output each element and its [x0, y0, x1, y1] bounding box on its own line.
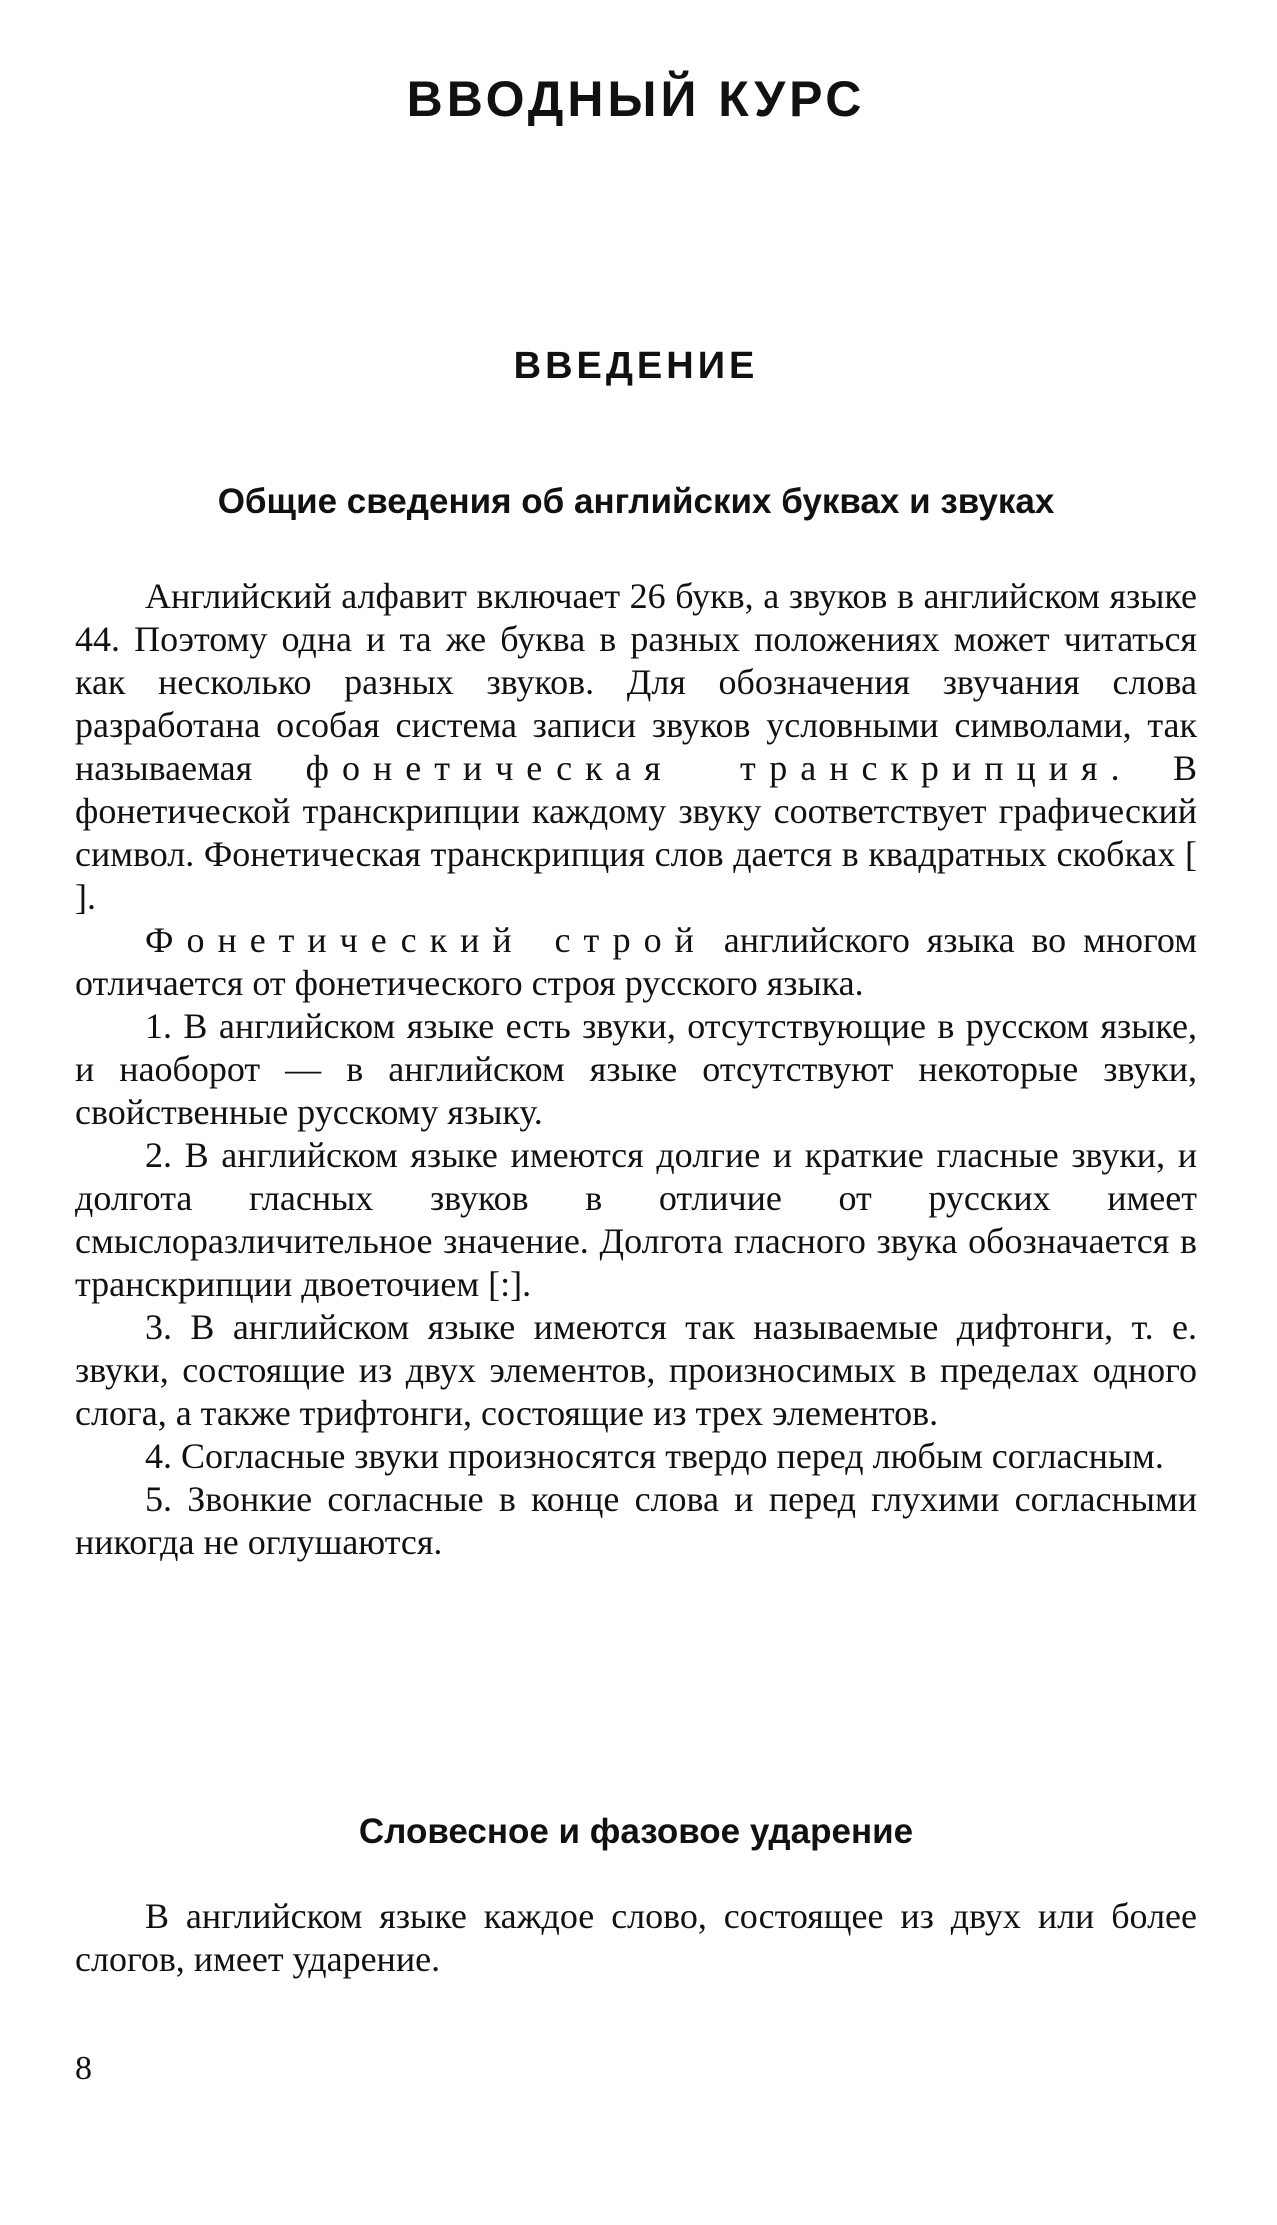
subsection-heading-letters-sounds: Общие сведения об английских буквах и звуках [217, 482, 1055, 521]
paragraph-alphabet [75, 575, 1197, 919]
paragraph-stress: В английском языке каждое слово, состоящее из двух или более слогов, имеет ударение. [75, 1896, 1197, 1979]
list-item: 2. В английском языке имеются долгие и краткие гласные звуки, и долгота гласных звуков в отличие от русских имеет смыслоразличительное значение. Долгота гласного звука обозначается в транскрипции двоеточием [:]. [75, 1135, 1197, 1304]
course-title: ВВОДНЫЙ КУРС [406, 71, 866, 127]
subsection-body-stress [75, 1895, 1197, 1981]
list-item: 4. Согласные звуки произносятся твердо перед любым согласным. [145, 1436, 1164, 1476]
paragraph-text: английского языка во многом отличается от фонетического строя русского языка. [75, 920, 1197, 1003]
paragraph-text: Английский алфавит включает 26 букв, а звуков в английском языке 44. Поэтому одна и та же буква в разных положениях может читаться как несколько разных звуков. Для обозначения звучания слова разработана особая система записи звуков условными символами, так называемая [75, 576, 1197, 788]
list-item: 5. Звонкие согласные в конце слова и перед глухими согласными никогда не оглушаются. [75, 1479, 1197, 1562]
page-number: 8 [75, 2050, 92, 2087]
paragraph-phonetic-system [75, 919, 1197, 1005]
list-item: 1. В английском языке есть звуки, отсутствующие в русском языке, и наоборот — в английском языке отсутствуют некоторые звуки, свойственные русскому языку. [75, 1006, 1197, 1132]
subsection-heading-stress: Словесное и фазовое ударение [358, 1812, 914, 1851]
spaced-term: Фонетический строй [145, 920, 707, 960]
book-page [75, 0, 1197, 2225]
section-title: ВВЕДЕНИЕ [513, 345, 759, 387]
spaced-term: фонетическая транскрипция [305, 748, 1111, 788]
subsection-body-letters-sounds [75, 575, 1197, 1564]
paragraph-text: . В фонетической транскрипции каждому звуку соответствует графический символ. Фонетическая транскрипция слов дается в квадратных скобках [ ]. [75, 748, 1197, 917]
list-item: 3. В английском языке имеются так называемые дифтонги, т. е. звуки, состоящие из двух элементов, произносимых в пределах одного слога, а также трифтонги, состоящие из трех элементов. [75, 1307, 1197, 1433]
